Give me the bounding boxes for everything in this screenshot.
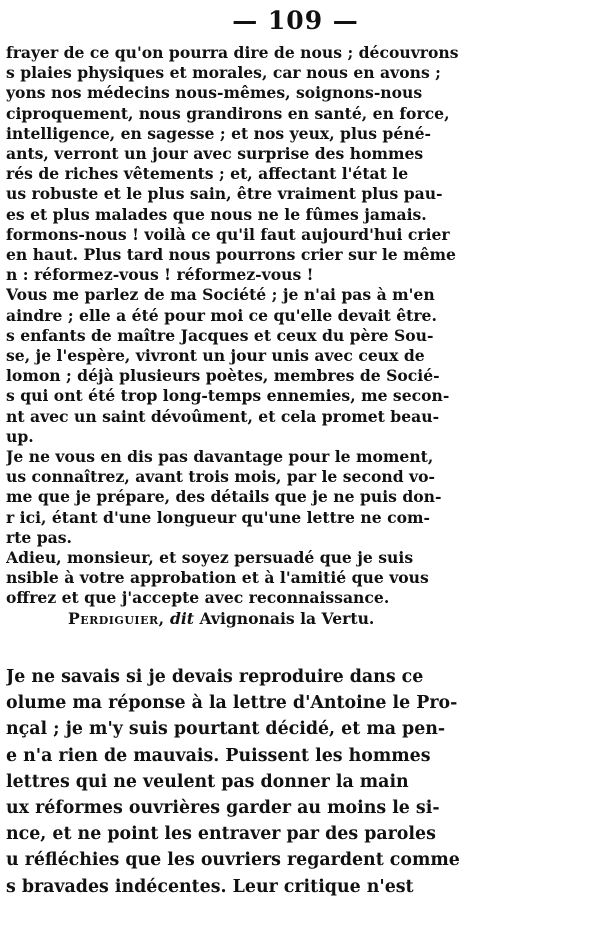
text-line: en haut. Plus tard nous pourrons crier sur le même [6,245,456,265]
text-line: s enfants de maître Jacques et ceux du père Sou- [6,325,434,345]
text-line: aindre ; elle a été pour moi ce qu'elle devait être. [6,305,437,325]
text-line: Vous me parlez de ma Société ; je n'ai pas à m'en [6,285,435,305]
text-line: yons nos médecins nous-mêmes, soignons-nous [6,83,423,103]
text-line: lomon ; déjà plusieurs poètes, membres de Socié- [6,366,440,386]
text-line: es et plus malades que nous ne le fûmes jamais. [6,204,427,224]
signature-dit: dit [169,608,194,628]
text-line: us connaîtrez, avant trois mois, par le second vo- [6,467,435,487]
text-line: nce, et ne point les entraver par des paroles [6,824,436,845]
page-number: — 109 — [232,6,359,35]
text-line: ux réformes ouvrières garder au moins le si- [6,798,440,819]
text-line: nçal ; je m'y suis pourtant décidé, et ma pen- [6,719,446,740]
text-line: se, je l'espère, vivront un jour unis avec ceux de [6,346,425,366]
letter-text [6,43,486,629]
text-line: u réfléchies que les ouvriers regardent comme [6,850,460,871]
text-line: Je ne vous en dis pas davantage pour le moment, [6,447,434,467]
text-line: frayer de ce qu'on pourra dire de nous ; découvrons [6,43,459,62]
text-line: rte pas. [6,527,72,547]
text-line: rés de riches vêtements ; et, affectant l'état le [6,164,409,184]
text-line: ants, verront un jour avec surprise des hommes [6,144,424,164]
text-line: offrez et que j'accepte avec reconnaissance. [6,588,390,608]
text-line: lettres qui ne veulent pas donner la main [6,771,409,792]
text-line: s qui ont été trop long-temps ennemies, me secon- [6,386,450,406]
text-line: r ici, étant d'une longueur qu'une lettre ne com- [6,507,430,527]
commentary-text [6,664,486,900]
text-line: intelligence, en sagesse ; et nos yeux, plus péné- [6,123,431,143]
signature-name: Perdiguier, [68,608,165,628]
text-line: s bravades indécentes. Leur critique n'est [6,876,414,897]
text-line: e n'a rien de mauvais. Puissent les hommes [6,745,431,766]
text-line: s plaies physiques et morales, car nous en avons ; [6,63,441,83]
text-line: us robuste et le plus sain, être vraiment plus pau- [6,184,443,204]
text-line: up. [6,426,34,446]
text-line: me que je prépare, des détails que je ne puis don- [6,487,442,507]
text-line: Adieu, monsieur, et soyez persuadé que je suis [6,548,414,568]
text-line: ciproquement, nous grandirons en santé, en force, [6,103,450,123]
text-line: nsible à votre approbation et à l'amitié que vous [6,568,429,588]
text-line: formons-nous ! voilà ce qu'il faut aujourd'hui crier [6,224,450,244]
text-line: Je ne savais si je devais reproduire dans ce [6,667,424,687]
text-line: n : réformez-vous ! réformez-vous ! [6,265,314,285]
signature-line [6,609,486,629]
text-line: olume ma réponse à la lettre d'Antoine le Pro- [6,693,458,714]
text-line: nt avec un saint dévoûment, et cela promet beau- [6,406,440,426]
signature-nickname: Avignonais la Vertu. [199,608,375,628]
